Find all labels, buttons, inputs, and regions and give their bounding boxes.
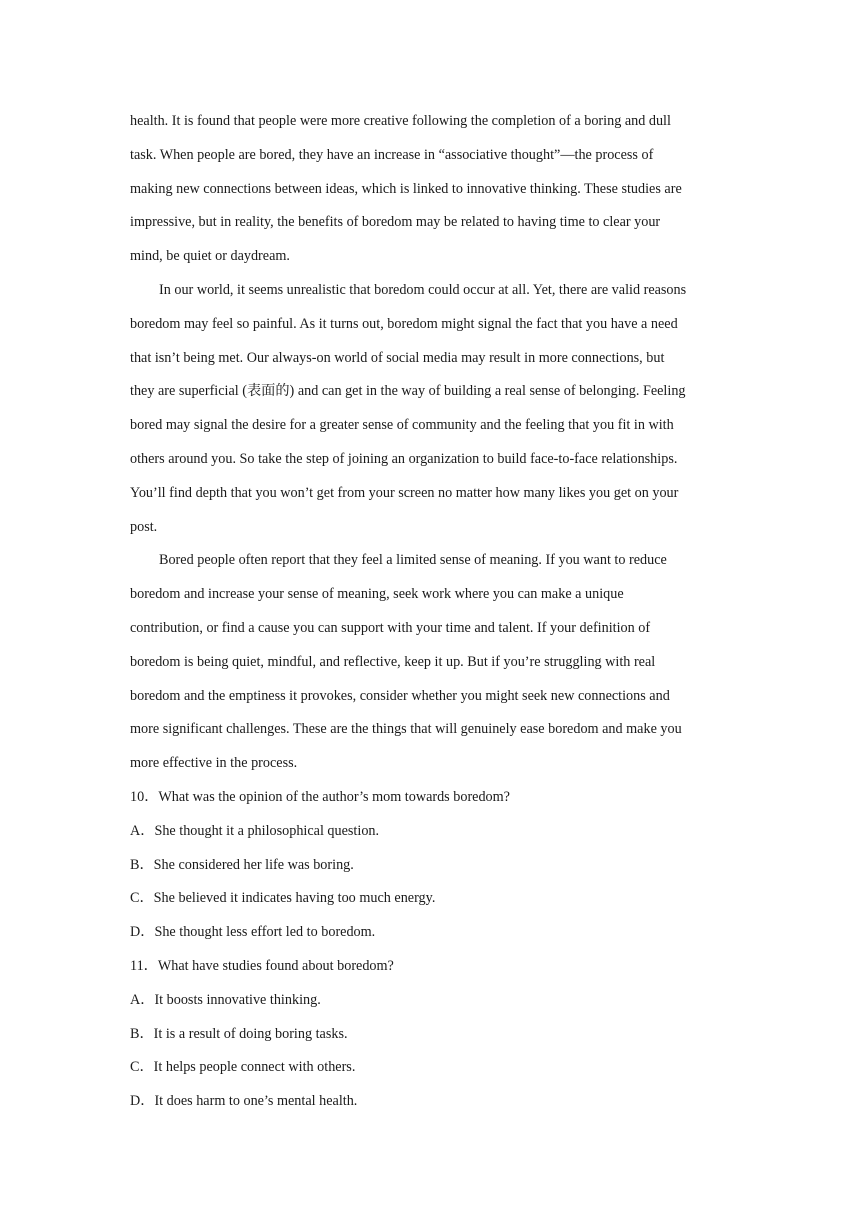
question-text: What have studies found about boredom?	[157, 957, 394, 974]
option-text: She thought less effort led to boredom.	[154, 924, 376, 941]
answer-option-d[interactable]	[130, 916, 730, 950]
text-line: contribution, or find a cause you can support with your time and talent. If your definition of	[130, 619, 651, 636]
question-number: 10．	[130, 788, 159, 805]
text-line: mind, be quiet or daydream.	[130, 248, 290, 265]
option-letter: B．	[130, 856, 154, 873]
option-text: She believed it indicates having too much energy.	[153, 890, 436, 907]
text-line: bored may signal the desire for a greater sense of community and the feeling that you fit in with	[130, 417, 674, 434]
option-letter: C．	[130, 890, 154, 907]
text-line: You’ll find depth that you won’t get from your screen no matter how many likes you get on your	[130, 484, 679, 501]
question-stem	[130, 950, 730, 984]
option-letter: B．	[130, 1025, 154, 1042]
text-line: boredom may feel so painful. As it turns out, boredom might signal the fact that you have a need	[130, 315, 678, 332]
option-letter: C．	[130, 1059, 154, 1076]
answer-option-d[interactable]	[130, 1085, 730, 1119]
text-line: that isn’t being met. Our always-on world of social media may result in more connections, but	[130, 349, 665, 366]
text-line: task. When people are bored, they have an increase in “associative thought”—the process of	[130, 146, 654, 163]
option-text: It does harm to one’s mental health.	[154, 1093, 358, 1110]
answer-option-c[interactable]	[130, 882, 730, 916]
text-line: impressive, but in reality, the benefits of boredom may be related to having time to clear your	[130, 214, 661, 231]
option-letter: D．	[130, 1093, 155, 1110]
passage-paragraph-3	[130, 544, 730, 781]
text-line: health. It is found that people were more creative following the completion of a boring and dull	[130, 113, 671, 129]
text-line: post.	[130, 518, 158, 535]
answer-option-a[interactable]	[130, 815, 730, 849]
text-line: Bored people often report that they feel a limited sense of meaning. If you want to reduce	[159, 552, 667, 569]
text-line: boredom and the emptiness it provokes, consider whether you might seek new connections and	[130, 687, 670, 704]
option-text: She thought it a philosophical question.	[154, 822, 380, 839]
option-letter: A．	[130, 991, 155, 1008]
text-line: more effective in the process.	[130, 755, 298, 772]
question-stem	[130, 781, 730, 815]
answer-option-c[interactable]	[130, 1051, 730, 1085]
answer-option-b[interactable]	[130, 849, 730, 883]
passage-paragraph-2	[130, 274, 730, 544]
text-line: others around you. So take the step of joining an organization to build face-to-face relationships.	[130, 450, 678, 467]
question-number: 11．	[130, 957, 158, 974]
answer-option-a[interactable]	[130, 984, 730, 1018]
question-11	[130, 950, 730, 1119]
question-10	[130, 781, 730, 950]
option-text: It is a result of doing boring tasks.	[153, 1025, 348, 1042]
option-text: She considered her life was boring.	[153, 856, 354, 873]
text-line: boredom and increase your sense of meaning, seek work where you can make a unique	[130, 586, 624, 603]
question-text: What was the opinion of the author’s mom towards boredom?	[158, 788, 510, 805]
text-line: making new connections between ideas, which is linked to innovative thinking. These studies are	[130, 180, 682, 197]
option-text: It helps people connect with others.	[153, 1059, 356, 1076]
answer-option-b[interactable]	[130, 1018, 730, 1052]
text-line: boredom is being quiet, mindful, and reflective, keep it up. But if you’re struggling with real	[130, 653, 656, 670]
option-letter: D．	[130, 924, 155, 941]
option-text: It boosts innovative thinking.	[154, 991, 321, 1008]
option-letter: A．	[130, 822, 155, 839]
document-page	[130, 105, 730, 1119]
text-line: In our world, it seems unrealistic that boredom could occur at all. Yet, there are valid reasons	[159, 281, 687, 298]
text-line: they are superficial (表面的) and can get in the way of building a real sense of belonging. Feeling	[130, 383, 686, 400]
text-line: more significant challenges. These are the things that will genuinely ease boredom and make you	[130, 721, 682, 738]
passage-paragraph-1	[130, 105, 730, 274]
